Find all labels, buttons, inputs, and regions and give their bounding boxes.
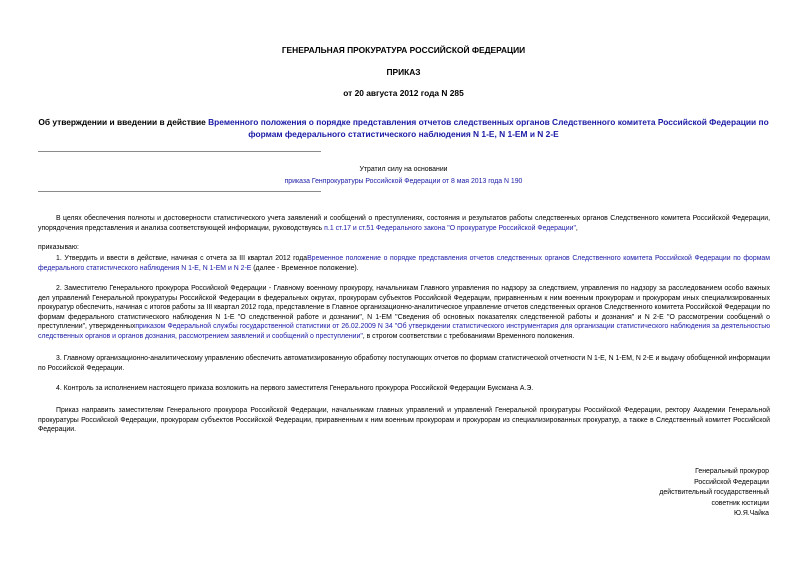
title-prefix: Об утверждении и введении в действие [38,117,209,127]
item-3: 3. Главному организационно-аналитическому управлению обеспечить автоматизированную обработку поступающих отчетов по формам статистической отчетности N 1-Е, N 1-ЕМ, N 2-Е и выдачу обобщенной информации по Российской Федерации. [38,355,770,372]
divider-top [38,151,321,152]
signature-line-4: советник юстиции [711,499,769,507]
order-word: приказываю: [38,244,79,251]
signature-name: Ю.Я.Чайка [733,510,769,518]
item-2-end: , в строгом соответствии с требованиями Временного положения. [362,332,575,340]
preamble-end: , [575,224,578,232]
item-5: Приказ направить заместителям Генерального прокурора Российской Федерации, начальникам главных управлений и управлений Генеральной прокуратуры Российской Федерации, ректору Академии Генеральной прокуратуры Российской Федерации, прокурорам субъектов Российской Федерации, приравненным к ним военным прокурорам и прокурорам из специализированных прокуратур, а также в Следственный комитет Российской Федерации. [38,407,770,434]
signature-line-1: Генеральный прокурор [695,468,769,475]
doc-title [30,117,777,140]
law-link[interactable]: п.1 ст.17 и ст.51 Федерального закона "О прокуратуре Российской Федерации" [324,224,576,232]
item-1 [38,254,770,273]
status-line: Утратил силу на основании [359,166,448,173]
item-2-text: 2. Заместителю Генерального прокурора Российской Федерации - Главному военному прокурору, начальникам Главного управления по надзору за следствием, управления по надзору за расследованием особо важных дел управлений Генеральной прокуратуры Российской Федерации в федеральных округах, прокурорам субъектов Российской Федерации, приравненным к ним военным прокурорам и прокурорам иных специализированных прокуратур обеспечить, начиная с итогов работы за III квартал 2012 года, представление в Главное организационно-аналитическое управление отчетов следственных органов Следственного комитета Российской Федерации по формам федерального статистического наблюдения N 1-Е "О следственной работе и дознании", N 1-ЕМ "Сведения об основных показателях следственной работы и дознания" и N 2-Е "О рассмотрении сообщений о преступлении", утвержденных [38,285,770,331]
item-2 [38,284,770,342]
signature-line-3: действительный государственный [659,489,769,497]
doc-type: ПРИКАЗ [386,67,421,77]
provision-link[interactable]: Временное положение о порядке представления отчетов следственных органов Следственного комитета Российской Федерации по формам федерального статистического наблюдения N 1-Е, N 1-ЕМ и N 2-Е [38,255,770,272]
item-4: 4. Контроль за исполнением настоящего приказа возложить на первого заместителя Генерального прокурора Российской Федерации Буксмана А.Э. [56,385,534,392]
doc-date-number: от 20 августа 2012 года N 285 [343,88,464,98]
divider-bottom [38,191,321,192]
repeal-order-link[interactable]: приказа Генпрокуратуры Российской Федерации от 8 мая 2013 года N 190 [284,178,523,185]
item-1-text: 1. Утвердить и ввести в действие, начиная с отчета за III квартал 2012 года [56,255,308,262]
status-link-line [0,177,807,186]
title-link[interactable]: Временного положения о порядке представления отчетов следственных органов Следственного комитета Российской Федерации по формам федерального статистического наблюдения N 1-Е, N 1-ЕМ и N 2-Е [208,117,769,139]
rosstat-order-link[interactable]: приказом Федеральной службы государственной статистики от 26.02.2009 N 34 "Об утверждении статистического инструментария для организации статистического наблюдения за деятельностью следственных органов и органов дознания, рассмотрением заявлений и сообщений о преступлении" [38,323,771,340]
signature-line-2: Российской Федерации [694,478,769,486]
preamble [38,214,770,233]
item-1-end: (далее - Временное положение). [251,264,359,272]
org-name: ГЕНЕРАЛЬНАЯ ПРОКУРАТУРА РОССИЙСКОЙ ФЕДЕРАЦИИ [281,45,526,55]
signature-block [659,467,769,520]
preamble-text: В целях обеспечения полноты и достоверности статистического учета заявлений и сообщений о преступлениях, состояния и результатов работы следственных органов Следственного комитета Российской Федерации, упорядочения представления и анализа соответствующей информации, руководствуясь [38,215,770,232]
